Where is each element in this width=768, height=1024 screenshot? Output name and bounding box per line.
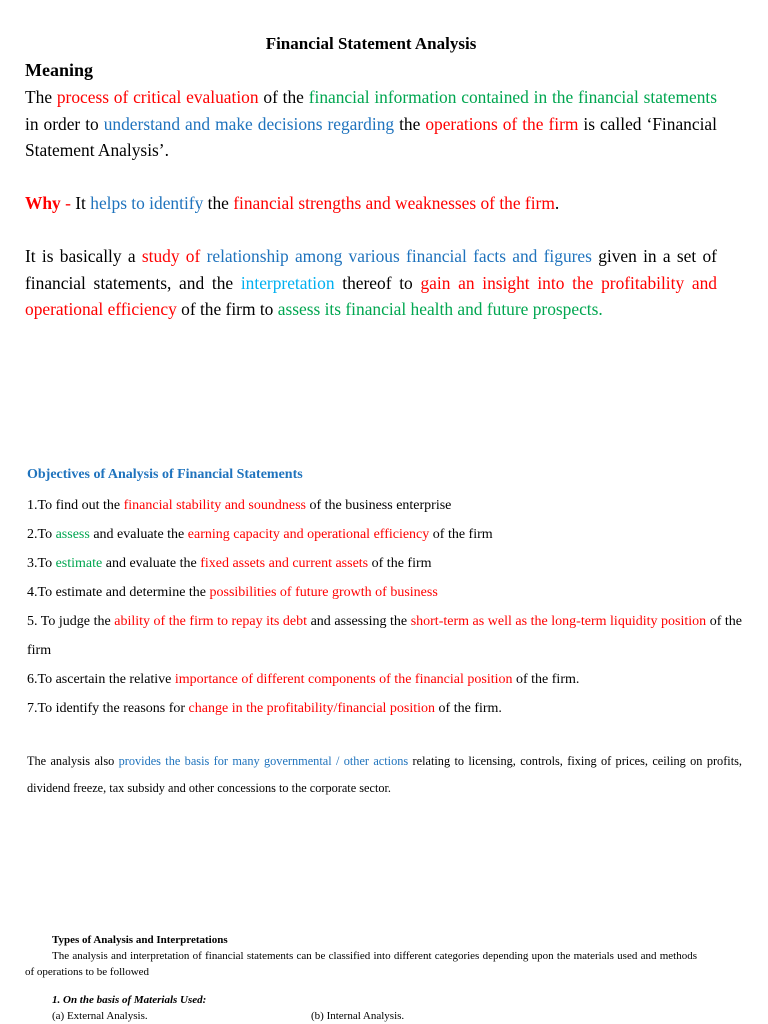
objectives-list <box>27 491 742 723</box>
text-run: of the firm <box>27 614 743 658</box>
text-run: thereof to <box>334 272 421 293</box>
text-run: Why <box>25 193 61 213</box>
objective-item <box>27 694 742 723</box>
text-run: assess its financial health and future prospects. <box>277 299 603 319</box>
text-run: earning capacity and operational efficiency <box>187 527 430 542</box>
text-run: 6.To ascertain the relative <box>27 672 175 687</box>
why-paragraph <box>25 190 717 217</box>
objective-item <box>27 578 742 607</box>
objectives-heading: Objectives of Analysis of Financial Statements <box>27 467 303 482</box>
text-run: . <box>554 193 560 213</box>
text-run: 4.To estimate and determine the <box>27 585 210 600</box>
text-run: gain an insight into the profitability and operational efficiency <box>25 272 717 319</box>
text-run: 2.To <box>27 527 56 542</box>
objective-item <box>27 607 742 665</box>
meaning-paragraph <box>25 84 717 164</box>
text-run: estimate <box>55 556 103 571</box>
text-run: financial stability and soundness <box>123 498 306 513</box>
text-run: of the firm. <box>435 701 502 716</box>
text-run: 5. To judge the <box>27 614 115 629</box>
text-run: the <box>394 113 426 134</box>
text-run: of the firm <box>368 556 432 571</box>
text-run: 1.To find out the <box>27 498 124 513</box>
text-run: the <box>203 193 234 213</box>
types-description: The analysis and interpretation of financial statements can be classified into different categories depending upon the materials used and methods of operations to be followed <box>25 950 697 978</box>
text-run: 7.To identify the reasons for <box>27 701 189 716</box>
text-run: operations of the firm <box>425 113 579 134</box>
text-run: It is basically a <box>25 246 142 266</box>
text-run: short-term as well as the long-term liquidity position <box>410 614 707 629</box>
text-run: The analysis also <box>27 754 119 768</box>
text-run: is called ‘Financial Statement Analysis’. <box>25 113 717 160</box>
basis-heading: 1. On the basis of Materials Used: <box>52 994 207 1006</box>
text-run: 3.To <box>27 556 56 571</box>
text-run: in order to <box>25 113 104 134</box>
objective-item <box>27 491 742 520</box>
objective-item <box>27 665 742 694</box>
basically-paragraph <box>25 243 717 323</box>
text-run: - <box>60 193 76 213</box>
option-external-analysis: (a) External Analysis. <box>52 1010 148 1022</box>
meaning-heading: Meaning <box>25 60 94 80</box>
text-run: and evaluate the <box>102 556 201 571</box>
objective-item <box>27 520 742 549</box>
text-run: relationship among various financial facts and figures <box>206 246 592 266</box>
text-run: of the firm. <box>512 672 580 687</box>
analysis-note-paragraph <box>27 748 742 801</box>
text-run: given in a set of financial statements, and the <box>25 246 717 293</box>
text-run: The <box>25 87 57 107</box>
text-run: financial strengths and weaknesses of the firm <box>233 193 555 213</box>
text-run: It <box>75 193 91 213</box>
text-run: importance of different components of the financial position <box>174 672 513 687</box>
text-run: of the <box>258 87 309 107</box>
text-run: study of <box>141 246 201 266</box>
types-heading: Types of Analysis and Interpretations <box>52 934 228 946</box>
text-run: assess <box>55 527 90 542</box>
objective-item <box>27 549 742 578</box>
text-run: interpretation <box>240 272 335 293</box>
text-run: relating to licensing, controls, fixing of prices, ceiling on profits, dividend freeze, tax subsidy and other concessions to the corporate sector. <box>27 754 742 795</box>
text-run: of the firm <box>429 527 493 542</box>
text-run: possibilities of future growth of business <box>209 585 438 600</box>
text-run: financial information contained in the financial statements <box>308 87 718 107</box>
text-run: understand and make decisions regarding <box>103 113 395 134</box>
text-run: and assessing the <box>307 614 411 629</box>
option-internal-analysis: (b) Internal Analysis. <box>311 1010 405 1022</box>
text-run: provides the basis for many governmental / other actions <box>118 754 409 768</box>
text-run: helps to identify <box>90 193 204 213</box>
text-run: of the business enterprise <box>305 498 452 513</box>
text-run: change in the profitability/financial position <box>188 701 436 716</box>
text-run: of the firm to <box>176 299 278 319</box>
document-title: Financial Statement Analysis <box>265 34 477 53</box>
text-run: and evaluate the <box>89 527 188 542</box>
text-run: process of critical evaluation <box>56 87 259 107</box>
text-run: ability of the firm to repay its debt <box>114 614 308 629</box>
text-run: fixed assets and current assets <box>200 556 369 571</box>
